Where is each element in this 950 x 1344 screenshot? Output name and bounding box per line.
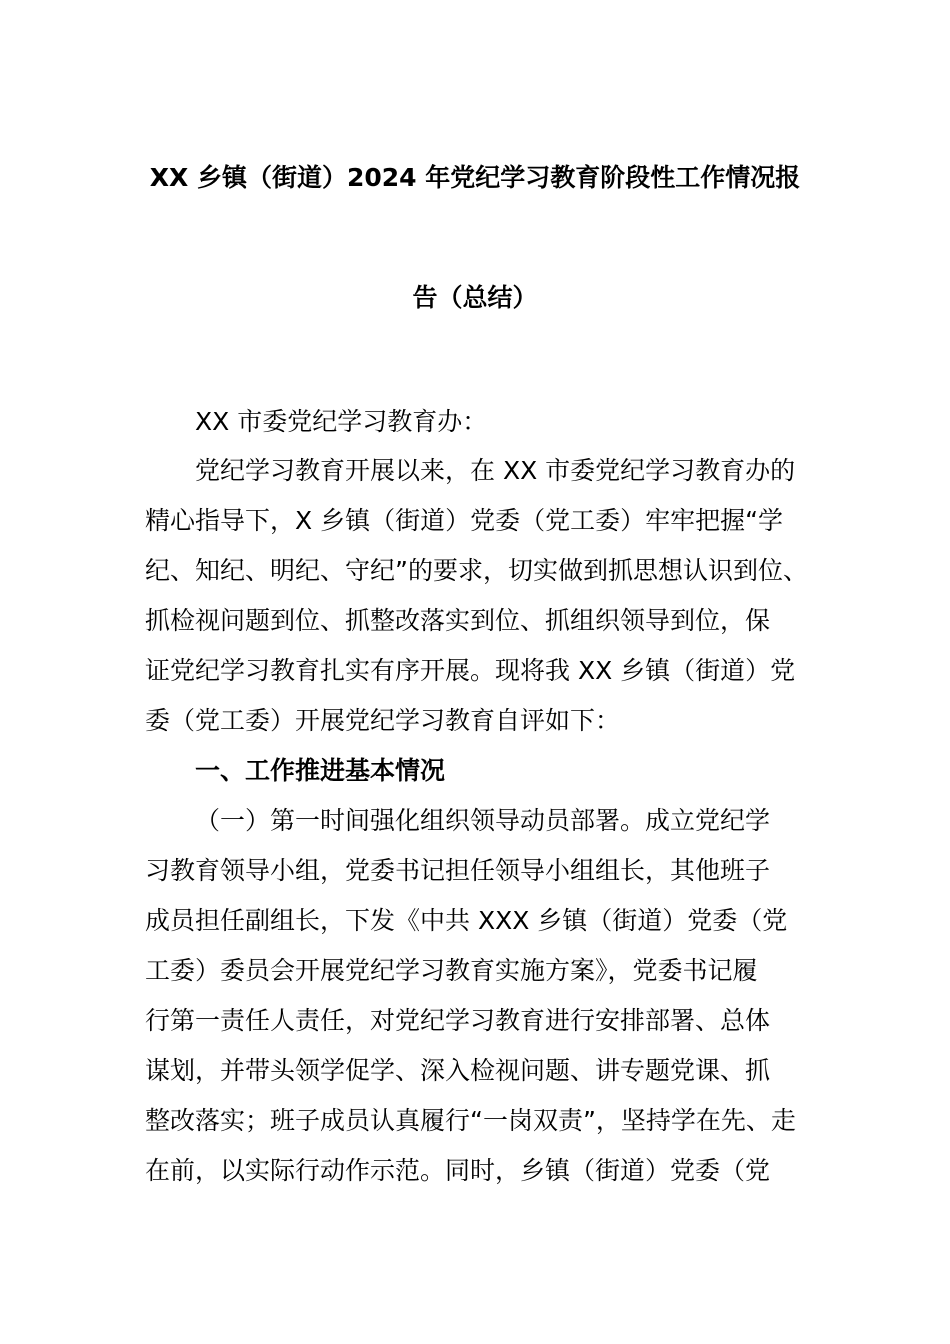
body-line: 证党纪学习教育扎实有序开展。现将我 XX 乡镇（街道）党: [145, 656, 796, 685]
body-line: 在前，以实际行动作示范。同时，乡镇（街道）党委（党: [145, 1156, 771, 1185]
document-title-line-2: 告（总结）: [412, 283, 538, 312]
section-heading: 一、工作推进基本情况: [195, 756, 446, 785]
body-line: 纪、知纪、明纪、守纪”的要求，切实做到抓思想认识到位、: [145, 556, 808, 585]
body-line: 抓检视问题到位、抓整改落实到位、抓组织领导到位，保: [145, 606, 771, 635]
body-line: 精心指导下，X 乡镇（街道）党委（党工委）牢牢把握“学: [145, 506, 784, 535]
body-line: 谋划，并带头领学促学、深入检视问题、讲专题党课、抓: [145, 1056, 771, 1085]
body-line: 成员担任副组长，下发《中共 XXX 乡镇（街道）党委（党: [145, 906, 788, 935]
salutation: XX 市委党纪学习教育办：: [195, 407, 488, 436]
body-line: 工委）委员会开展党纪学习教育实施方案》，党委书记履: [145, 956, 758, 985]
body-line: 整改落实；班子成员认真履行“一岗双责”，坚持学在先、走: [145, 1106, 796, 1135]
body-line: 行第一责任人责任，对党纪学习教育进行安排部署、总体: [145, 1006, 771, 1035]
body-line: 党纪学习教育开展以来，在 XX 市委党纪学习教育办的: [195, 456, 796, 485]
document-title-line-1: XX 乡镇（街道）2024 年党纪学习教育阶段性工作情况报: [149, 163, 801, 192]
body-line: 习教育领导小组，党委书记担任领导小组组长，其他班子: [145, 856, 771, 885]
body-line: 委（党工委）开展党纪学习教育自评如下：: [145, 706, 621, 735]
body-line: （一）第一时间强化组织领导动员部署。成立党纪学: [195, 806, 771, 835]
